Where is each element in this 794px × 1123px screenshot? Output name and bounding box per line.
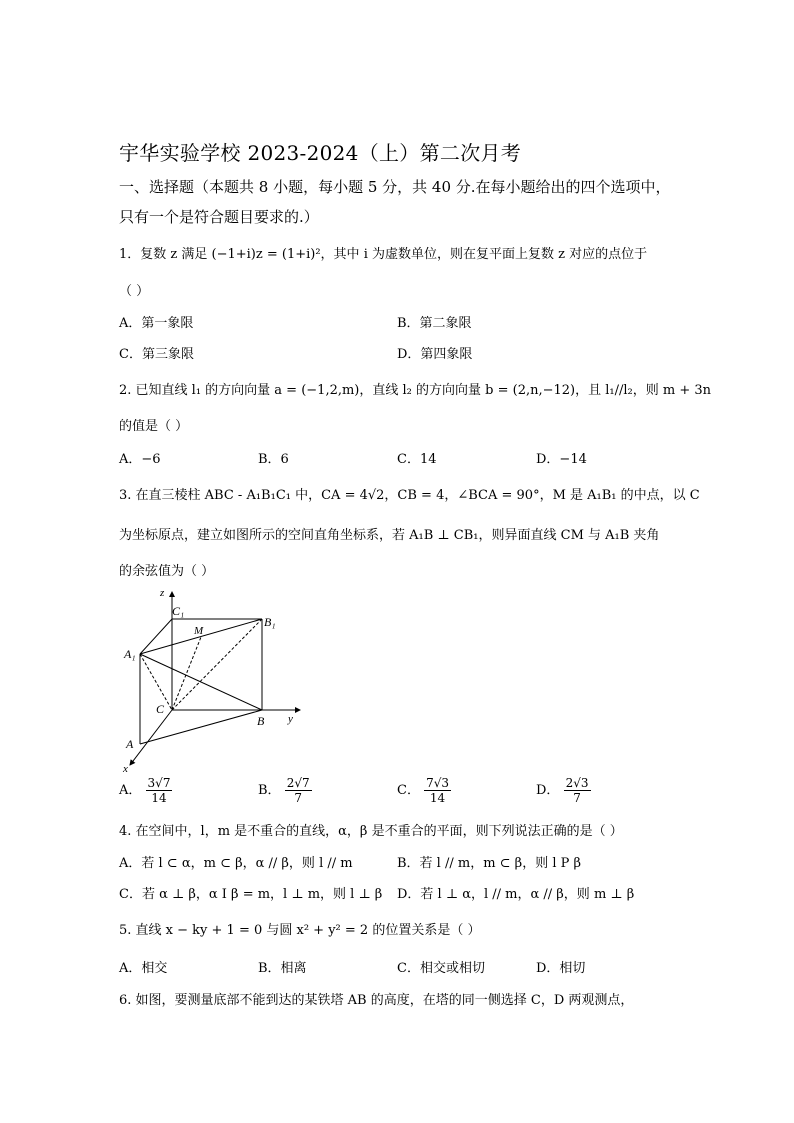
q5-option-a: A．相交 bbox=[119, 961, 168, 976]
label-y: y bbox=[288, 713, 293, 725]
q3-option-d bbox=[536, 776, 591, 805]
q5-option-b: B．相离 bbox=[258, 961, 307, 976]
q3-option-a bbox=[119, 776, 172, 805]
label-b1: B₁ bbox=[264, 615, 276, 629]
question-3-stem-line2: 为坐标原点，建立如图所示的空间直角坐标系，若 A₁B ⊥ CB₁，则异面直线 CM 与 A₁B 夹角 bbox=[119, 528, 660, 543]
q3-option-d-den: 7 bbox=[573, 791, 581, 805]
q3-option-c-num: 7√3 bbox=[426, 776, 450, 790]
q3-option-b bbox=[258, 776, 312, 805]
x-axis bbox=[130, 710, 172, 765]
section-heading-line2: 只有一个是符合题目要求的.） bbox=[119, 208, 319, 226]
q3-option-d-letter: D． bbox=[536, 783, 560, 798]
q3-option-a-num: 3√7 bbox=[147, 776, 171, 790]
q4-option-b: B．若 l // m，m ⊂ β，则 l P β bbox=[397, 856, 582, 871]
label-z: z bbox=[160, 587, 165, 599]
q2-option-d: D．−14 bbox=[536, 452, 587, 467]
q2-option-a: A．−6 bbox=[119, 452, 161, 467]
q5-option-c: C．相交或相切 bbox=[397, 961, 485, 976]
q1-option-c: C．第三象限 bbox=[119, 347, 194, 362]
label-x: x bbox=[123, 763, 128, 774]
q1-option-b: B．第二象限 bbox=[397, 316, 472, 331]
question-2-stem-line2: 的值是（ ） bbox=[119, 419, 189, 434]
label-c1: C₁ bbox=[172, 604, 185, 618]
question-1-stem: 1．复数 z 满足 (−1+i)z = (1+i)²，其中 i 为虚数单位，则在复平面上复数 z 对应的点位于 bbox=[119, 247, 648, 262]
label-m: M bbox=[194, 625, 204, 637]
segment-c-m bbox=[172, 637, 201, 710]
label-a1: A₁ bbox=[124, 647, 136, 661]
label-c: C bbox=[156, 702, 165, 716]
section-heading: 一、选择题（本题共 8 小题，每小题 5 分，共 40 分.在每小题给出的四个选项中， bbox=[119, 178, 671, 196]
page-title: 宇华实验学校 2023-2024（上）第二次月考 bbox=[119, 141, 522, 165]
q3-option-c-den: 14 bbox=[429, 791, 446, 805]
q5-option-d: D．相切 bbox=[536, 961, 586, 976]
q3-option-b-den: 7 bbox=[294, 791, 302, 805]
question-3-stem-line3: 的余弦值为（ ） bbox=[119, 564, 215, 579]
q4-option-d: D．若 l ⊥ α，l // m，α // β，则 m ⊥ β bbox=[397, 887, 635, 902]
question-5-stem: 5. 直线 x − ky + 1 = 0 与圆 x² + y² = 2 的位置关系是（ ） bbox=[119, 923, 481, 938]
question-4-stem: 4. 在空间中，l，m 是不重合的直线，α，β 是不重合的平面，则下列说法正确的是（ ） bbox=[119, 824, 623, 839]
label-b: B bbox=[257, 714, 265, 728]
question-6-stem: 6. 如图，要测量底部不能到达的某铁塔 AB 的高度，在塔的同一侧选择 C，D 两观测点， bbox=[119, 993, 634, 1008]
q3-option-b-num: 2√7 bbox=[286, 776, 310, 790]
q2-option-b: B．6 bbox=[258, 452, 289, 467]
q3-option-d-num: 2√3 bbox=[565, 776, 589, 790]
label-a: A bbox=[126, 737, 134, 751]
question-3-stem: 3. 在直三棱柱 ABC - A₁B₁C₁ 中，CA = 4√2，CB = 4，∠BCA = 90°，M 是 A₁B₁ 的中点，以 C bbox=[119, 488, 700, 503]
edge-a1-c1 bbox=[140, 619, 172, 654]
question-1-paren: （ ） bbox=[119, 284, 150, 299]
q2-option-c: C．14 bbox=[397, 452, 437, 467]
question-2-stem: 2. 已知直线 l₁ 的方向向量 a = (−1,2,m)，直线 l₂ 的方向向量 b = (2,n,−12)，且 l₁//l₂，则 m + 3n bbox=[119, 383, 712, 398]
q4-option-a: A．若 l ⊂ α，m ⊂ β，α // β，则 l // m bbox=[119, 856, 353, 871]
prism-figure bbox=[110, 582, 310, 774]
q3-option-b-letter: B． bbox=[258, 783, 281, 798]
q3-option-c bbox=[397, 776, 451, 805]
q1-option-a: A．第一象限 bbox=[119, 316, 194, 331]
q3-option-a-den: 14 bbox=[151, 791, 167, 805]
q4-option-c: C．若 α ⊥ β，α I β = m，l ⊥ m，则 l ⊥ β bbox=[119, 887, 383, 902]
q3-option-a-letter: A． bbox=[119, 783, 142, 798]
segment-c-b1 bbox=[172, 619, 262, 710]
q3-option-c-letter: C． bbox=[397, 783, 420, 798]
q1-option-d: D．第四象限 bbox=[397, 347, 473, 362]
